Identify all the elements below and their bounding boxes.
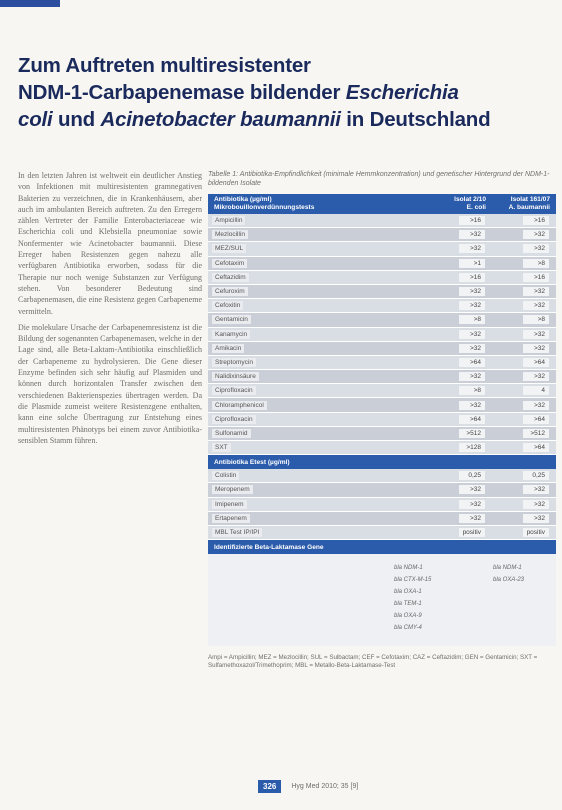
value-abaumannii: [492, 244, 556, 253]
table-row: [208, 271, 556, 285]
antibiotic-label: Gentamicin: [212, 315, 251, 324]
value-abaumannii: [492, 415, 556, 424]
value-abaumannii: [492, 344, 556, 353]
table-caption: Tabelle 1: Antibiotika-Empfindlichkeit (minimale Hemmkonzentration) und genetischer Hintergrund der NDM-1-bildenden Isolate: [208, 171, 550, 187]
antibiotic-name: [208, 245, 428, 252]
header-ecoli: [428, 196, 492, 212]
table-row: [208, 228, 556, 242]
antibiotic-name: [208, 260, 428, 267]
value-ecoli: [428, 273, 492, 282]
table-row: [208, 498, 556, 512]
table-row: [208, 370, 556, 384]
value-abaumannii: [492, 358, 556, 367]
mic-value: 4: [523, 386, 549, 395]
value-ecoli: [428, 372, 492, 381]
antibiotic-name: [208, 217, 428, 224]
antibiotic-name: [208, 345, 428, 352]
gene-entry: bla CMY-4: [394, 625, 422, 632]
mic-value: >32: [459, 287, 485, 296]
mic-value: >64: [523, 443, 549, 452]
table-row: [208, 441, 556, 455]
title-line-1: Zum Auftreten multiresistenter: [18, 54, 311, 77]
value-ecoli: [428, 401, 492, 410]
antibiotic-label: Chloramphenicol: [212, 401, 267, 410]
antibiotic-name: [208, 373, 428, 380]
value-ecoli: [428, 230, 492, 239]
page-number: 326: [258, 780, 281, 793]
mic-value: >8: [523, 259, 549, 268]
mic-value: >64: [523, 358, 549, 367]
mic-value: >16: [459, 273, 485, 282]
antibiotic-name: [208, 515, 428, 522]
mic-value: 0,25: [459, 471, 485, 480]
antibiotic-label: Meropenem: [212, 485, 253, 494]
header-text: Isolat 2/10: [454, 196, 486, 203]
gene-entry: bla NDM-1: [493, 565, 522, 572]
body-text-column: [18, 170, 202, 451]
value-abaumannii: [492, 443, 556, 452]
gene-entry: bla OXA-1: [394, 589, 422, 596]
table-row: [208, 483, 556, 497]
antibiotic-name: [208, 430, 428, 437]
table-figure: [208, 170, 556, 670]
value-abaumannii: [492, 471, 556, 480]
abbreviations-note: Ampi = Ampicillin; MEZ = Mezlocillin; SUL = Sulbactam; CEF = Cefotaxim; CAZ = Ceftazidim; GEN = Gentamicin; SXT = Sulfamethoxazol/Trimethoprim; MBL = Metallo-Beta-Laktamase-Test: [208, 654, 538, 670]
value-abaumannii: [492, 287, 556, 296]
value-ecoli: [428, 471, 492, 480]
mic-value: >512: [459, 429, 485, 438]
value-abaumannii: [492, 259, 556, 268]
mic-rows: [208, 214, 556, 455]
antibiotic-name: [208, 316, 428, 323]
susceptibility-table: [208, 194, 556, 646]
header-text: Antibiotika (µg/ml): [214, 196, 272, 203]
genes-panel: [208, 554, 556, 646]
antibiotic-name: [208, 416, 428, 423]
value-abaumannii: [492, 401, 556, 410]
mic-value: >32: [523, 301, 549, 310]
mic-value: >32: [459, 485, 485, 494]
value-ecoli: [428, 485, 492, 494]
mic-value: >512: [523, 429, 549, 438]
antibiotic-label: Ampicillin: [212, 216, 245, 225]
antibiotic-name: [208, 231, 428, 238]
mic-value: >64: [523, 415, 549, 424]
mic-value: >32: [523, 230, 549, 239]
mic-value: >32: [459, 372, 485, 381]
antibiotic-name: [208, 444, 428, 451]
table-row: [208, 398, 556, 412]
mic-value: >16: [523, 273, 549, 282]
gene-entry: bla OXA-23: [493, 577, 525, 584]
mic-value: >32: [459, 230, 485, 239]
genes-ecoli: [394, 562, 431, 634]
antibiotic-name: [208, 486, 428, 493]
mic-value: >32: [459, 514, 485, 523]
antibiotic-name: [208, 359, 428, 366]
antibiotic-label: Imipenem: [212, 500, 247, 509]
table-row: [208, 214, 556, 228]
antibiotic-label: MBL Test IP/IPI: [212, 528, 262, 537]
mic-value: >8: [459, 386, 485, 395]
mic-value: >8: [523, 315, 549, 324]
mic-value: >32: [459, 301, 485, 310]
table-row: [208, 313, 556, 327]
antibiotic-label: Nalidixinsäure: [212, 372, 259, 381]
gene-entry: bla TEM-1: [394, 601, 422, 608]
antibiotic-name: [208, 331, 428, 338]
mic-value: >64: [459, 358, 485, 367]
value-ecoli: [428, 443, 492, 452]
value-abaumannii: [492, 514, 556, 523]
antibiotic-label: MEZ/SUL: [212, 244, 246, 253]
mic-value: >8: [459, 315, 485, 324]
mic-value: positiv: [523, 528, 549, 537]
header-text: Mikrobouillonverdünnungstests: [214, 204, 315, 211]
antibiotic-label: SXT: [212, 443, 231, 452]
value-abaumannii: [492, 216, 556, 225]
antibiotic-name: [208, 472, 428, 479]
value-abaumannii: [492, 386, 556, 395]
table-row: [208, 526, 556, 540]
mic-value: >32: [459, 244, 485, 253]
mic-value: >32: [459, 500, 485, 509]
mic-value: >32: [523, 344, 549, 353]
title-line-3: [18, 106, 548, 133]
header-text: Isolat 161/07: [510, 196, 550, 203]
title-text: und: [52, 108, 101, 131]
header-abaumannii: [492, 196, 556, 212]
table-row: [208, 299, 556, 313]
mic-value: >32: [523, 372, 549, 381]
value-ecoli: [428, 315, 492, 324]
antibiotic-label: Ertapenem: [212, 514, 250, 523]
body-paragraph: Die molekulare Ursache der Carbapenemresistenz ist die Bildung der sogenannten Carbapenemasen, welche in der Lage sind, alle Beta-Laktam-Antibiotika einschließlich der Carbapeneme zu hydrolysieren. Die Gene dieser Enzyme befinden sich sehr häufig auf Plasmiden und können durch horizontalen Transfer zwischen den verschiedenen Bakterienspezies übertragen werden. Da die Plasmide zumeist weitere Resistenzgene enthalten, kann eine solche Übertragung zur Entstehung eines multiresistenten Phänotyps bei einem zuvor Antibiotika-sensiblen Stamm führen.: [18, 322, 202, 445]
value-abaumannii: [492, 301, 556, 310]
antibiotic-name: [208, 302, 428, 309]
mic-value: positiv: [459, 528, 485, 537]
antibiotic-label: Cefoxitin: [212, 301, 243, 310]
table-row: [208, 356, 556, 370]
table-row: [208, 384, 556, 398]
table-row: [208, 257, 556, 271]
value-ecoli: [428, 429, 492, 438]
journal-reference: Hyg Med 2010; 35 [9]: [291, 783, 359, 790]
antibiotic-label: Colistin: [212, 471, 239, 480]
mic-value: >1: [459, 259, 485, 268]
antibiotic-label: Cefotaxim: [212, 259, 247, 268]
table-row: [208, 342, 556, 356]
value-abaumannii: [492, 500, 556, 509]
header-antibiotics: [208, 196, 428, 212]
page-footer: [258, 780, 358, 793]
body-paragraph: In den letzten Jahren ist weltweit ein deutlicher Anstieg von Infektionen mit multiresistenten gramnegativen Bakterien zu verzeichnen, die in Krankenhäusern, aber auch im ambulanten Bereich auftreten. Zu den Erregern zählen Vertreter der Familie Enterobacteriaceae wie Escherichia coli und Klebsiella pneumoniae sowie Nonfermenter wie Acinetobacter baumannii. Diese Erreger haben Resistenzen gegen nahezu alle verfügbaren Antibiotika erworben, sodass für die Therapie nur noch wenige Substanzen zur Verfügung stehen. Von besonderer Bedeutung sind Carbapenemasen, die eine Resistenz gegen Carbapeneme vermitteln.: [18, 171, 202, 316]
mic-value: >128: [459, 443, 485, 452]
value-abaumannii: [492, 330, 556, 339]
antibiotic-name: [208, 387, 428, 394]
value-abaumannii: [492, 485, 556, 494]
value-ecoli: [428, 244, 492, 253]
value-ecoli: [428, 301, 492, 310]
title-species: Acinetobacter baumannii: [100, 108, 341, 131]
antibiotic-label: Streptomycin: [212, 358, 256, 367]
top-accent-bar: [0, 0, 60, 7]
genes-abaumannii: [493, 562, 524, 586]
value-ecoli: [428, 287, 492, 296]
antibiotic-name: [208, 402, 428, 409]
antibiotic-name: [208, 529, 428, 536]
title-text: NDM-1-Carbapenemase bildender: [18, 81, 346, 104]
mic-value: >32: [523, 401, 549, 410]
title-line-2: [18, 79, 548, 106]
antibiotic-label: Ceftazidim: [212, 273, 249, 282]
antibiotic-label: Ciprofloxacin: [212, 415, 256, 424]
mic-value: >32: [523, 244, 549, 253]
value-abaumannii: [492, 528, 556, 537]
mic-value: >32: [523, 514, 549, 523]
header-text: A. baumannii: [508, 204, 550, 211]
value-ecoli: [428, 344, 492, 353]
mic-value: >32: [523, 485, 549, 494]
section-genes: Identifizierte Beta-Laktamase Gene: [208, 540, 556, 554]
mic-value: >64: [459, 415, 485, 424]
title-species: Escherichia: [345, 81, 459, 104]
value-ecoli: [428, 216, 492, 225]
table-row: [208, 285, 556, 299]
mic-value: >16: [523, 216, 549, 225]
gene-entry: bla NDM-1: [394, 565, 423, 572]
antibiotic-label: Mezlocillin: [212, 230, 248, 239]
mic-value: >32: [523, 330, 549, 339]
etest-rows: [208, 469, 556, 540]
table-row: [208, 512, 556, 526]
header-text: E. coli: [466, 204, 486, 211]
mic-value: >32: [459, 330, 485, 339]
antibiotic-name: [208, 288, 428, 295]
antibiotic-label: Sulfonamid: [212, 429, 251, 438]
value-ecoli: [428, 358, 492, 367]
value-ecoli: [428, 528, 492, 537]
value-abaumannii: [492, 315, 556, 324]
table-row: [208, 413, 556, 427]
antibiotic-label: Ciprofloxacin: [212, 386, 256, 395]
antibiotic-name: [208, 501, 428, 508]
gene-entry: bla OXA-9: [394, 613, 422, 620]
table-row: [208, 242, 556, 256]
value-ecoli: [428, 330, 492, 339]
title-text: in Deutschland: [340, 108, 491, 131]
mic-value: >16: [459, 216, 485, 225]
mic-value: >32: [459, 344, 485, 353]
antibiotic-label: Kanamycin: [212, 330, 250, 339]
value-abaumannii: [492, 372, 556, 381]
value-ecoli: [428, 514, 492, 523]
title-species: coli: [18, 108, 53, 131]
value-abaumannii: [492, 429, 556, 438]
mic-value: >32: [523, 500, 549, 509]
table-row: [208, 427, 556, 441]
section-etest: Antibiotika Etest (µg/ml): [208, 455, 556, 469]
value-abaumannii: [492, 273, 556, 282]
table-header: [208, 194, 556, 214]
mic-value: >32: [523, 287, 549, 296]
antibiotic-label: Cefuroxim: [212, 287, 248, 296]
gene-entry: bla CTX-M-15: [394, 577, 432, 584]
mic-value: 0,25: [523, 471, 549, 480]
value-ecoli: [428, 415, 492, 424]
value-ecoli: [428, 500, 492, 509]
mic-value: >32: [459, 401, 485, 410]
value-ecoli: [428, 259, 492, 268]
article-title: [18, 52, 548, 133]
value-ecoli: [428, 386, 492, 395]
antibiotic-label: Amikacin: [212, 344, 244, 353]
value-abaumannii: [492, 230, 556, 239]
table-row: [208, 469, 556, 483]
table-row: [208, 328, 556, 342]
antibiotic-name: [208, 274, 428, 281]
